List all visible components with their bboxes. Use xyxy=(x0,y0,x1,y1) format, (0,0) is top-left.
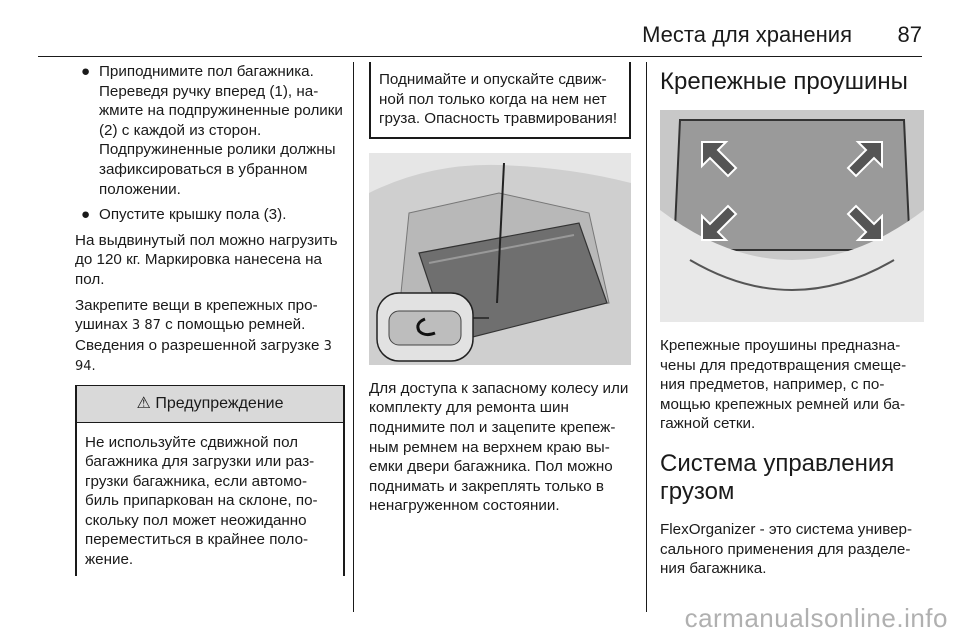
list-item xyxy=(75,62,345,199)
trunk-floor-illustration xyxy=(369,153,631,365)
watermark: carmanualsonline.info xyxy=(684,603,948,633)
page-reference-link[interactable]: 3 94. xyxy=(75,338,332,375)
column-divider-2 xyxy=(646,62,647,612)
section-title: Места для хранения xyxy=(642,22,852,47)
trunk-eyelets-illustration xyxy=(660,110,924,322)
paragraph-load: На выдвинутый пол можно нагрузить до 120 кг. Маркировка нанесена на пол. xyxy=(75,231,338,288)
warning-icon: ⚠ xyxy=(136,394,151,412)
bullet-dot: ● xyxy=(81,63,91,80)
column-divider-1 xyxy=(353,62,354,612)
heading-load-management: Система управления грузом xyxy=(660,449,895,505)
paragraph-text: с помощью ремней. Сведения о разрешенной загрузке xyxy=(75,316,324,354)
header-rule xyxy=(38,56,922,57)
paragraph-tie-downs: Крепежные проушины предназначены для предотвращения смещения предметов, например, с помощью крепежных ремней или багажной сетки. xyxy=(660,337,907,433)
list-item-text: Опустите крышку пола (3). xyxy=(99,206,287,224)
caution-box xyxy=(369,62,631,139)
caution-text: Поднимайте и опускайте сдвижной пол только когда на нем нет груза. Опасность травмирования! xyxy=(379,71,618,128)
warning-text: Не используйте сдвижной пол багажника для загрузки или разгрузки багажника, если автомобиль припаркован на склоне, поскольку пол может неожиданно переместиться в крайнее положение. xyxy=(85,433,318,569)
page-number: 87 xyxy=(897,22,922,47)
heading-tie-downs: Крепежные проушины xyxy=(660,68,908,95)
list-item xyxy=(75,205,345,225)
warning-header xyxy=(77,385,343,423)
warning-box xyxy=(75,385,345,576)
paragraph-text: Закрепите вещи в крепежных проушинах xyxy=(75,296,318,334)
paragraph-flexorganizer: FlexOrganizer - это система универсального применения для разделения багажника. xyxy=(660,520,913,578)
warning-title: Предупреждение xyxy=(155,394,284,412)
bullet-dot: ● xyxy=(81,206,91,224)
list-item-text: Приподнимите пол багажника. Переведя ручку вперед (1), нажмите на подпружиненные ролики (2) с каждой из сторон. Подпружиненные ролики должны зафиксироваться в убранном положении. xyxy=(99,63,343,198)
column-1 xyxy=(75,62,345,576)
column-3 xyxy=(660,62,926,585)
column-2 xyxy=(369,62,631,522)
page-reference-link[interactable]: 3 87 xyxy=(131,318,161,334)
figure-caption: Для доступа к запасному колесу или комплекту для ремонта шин поднимите пол и зацепите крепежным ремнем на верхнем краю выемки двери багажника. Пол можно поднимать и закреплять только в ненагруженном состоянии. xyxy=(369,379,629,515)
page-header xyxy=(38,18,922,52)
paragraph-secure xyxy=(75,296,345,377)
